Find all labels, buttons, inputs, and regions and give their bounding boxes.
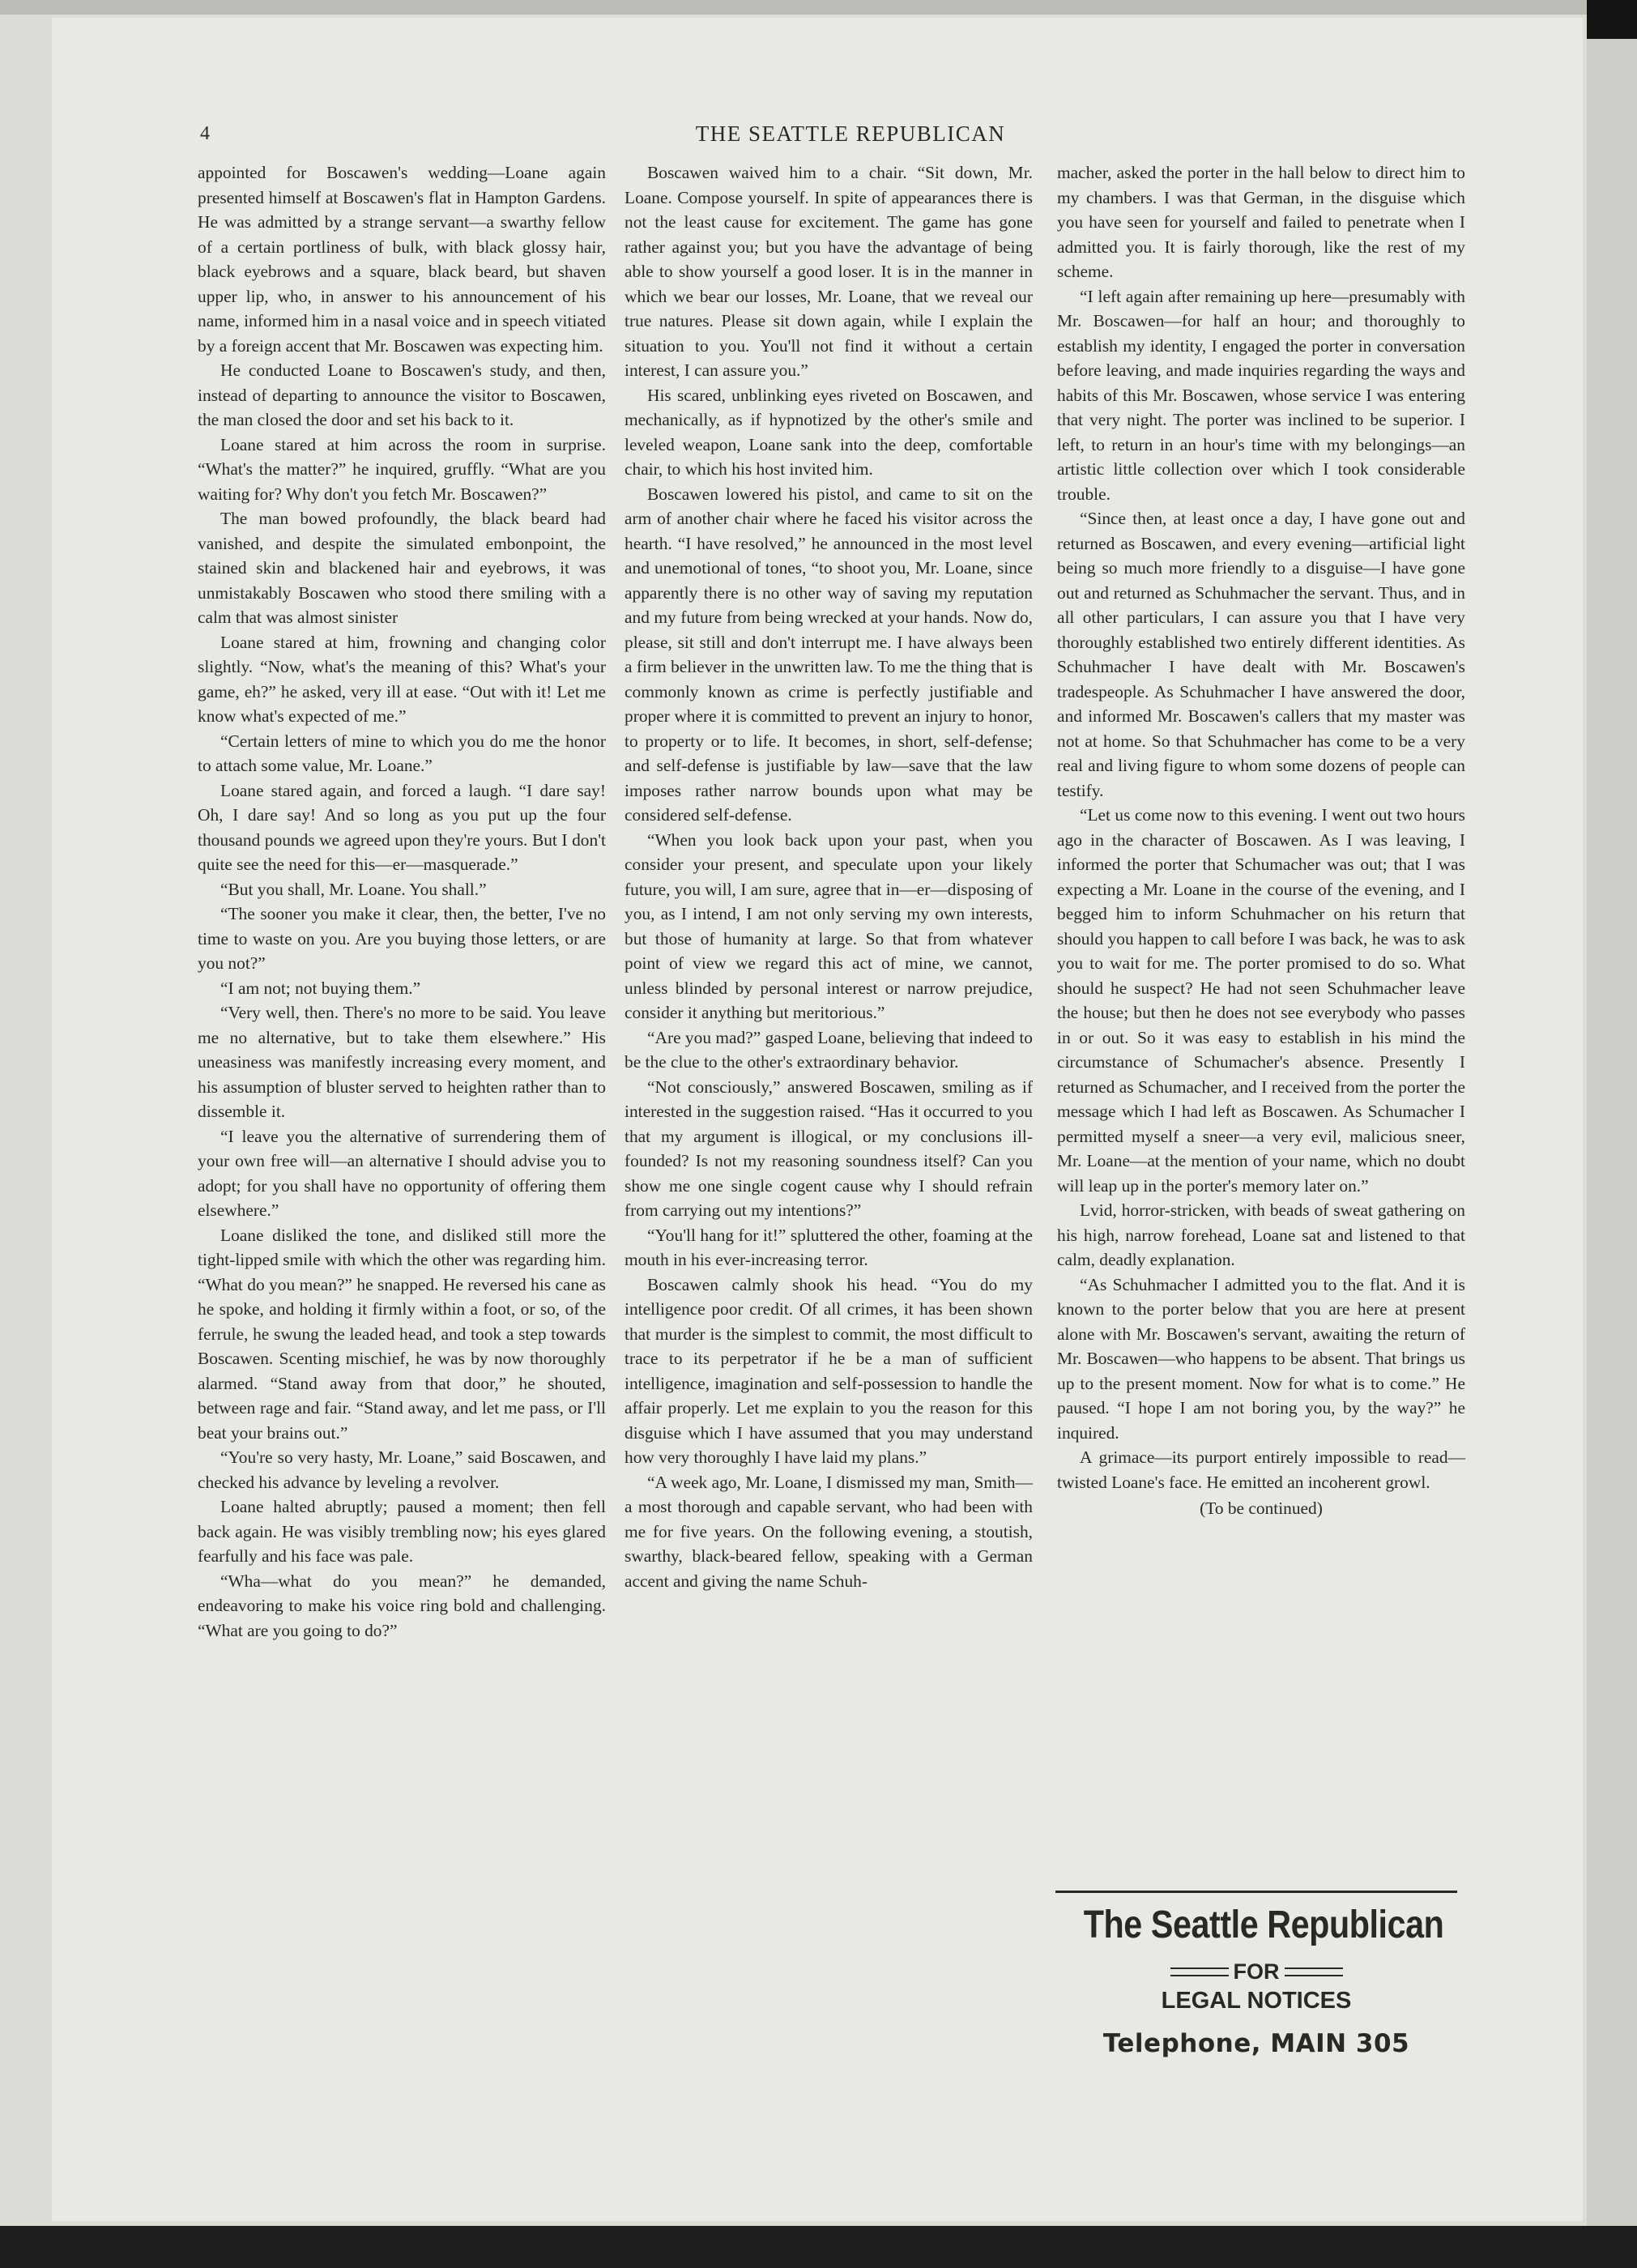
- paragraph: “I left again after remaining up here—presumably with Mr. Boscawen—for half an hour; and thoroughly to establish my identity, I engaged the porter in conversation before leaving, and made inquiries regarding the ways and habits of this Mr. Boscawen, whose service I was entering that very night. The porter was inclined to be superior. I left, to return in an hour's time with my belongings—an artistic little collection over which I took considerable trouble.: [1057, 286, 1465, 504]
- paragraph: “Since then, at least once a day, I have gone out and returned as Boscawen, and every evening—artificial light being so much more friendly to a disguise—I have gone out and returned as Schuhmacher the servant. Thus, and in all other particulars, I can assure you that I have very thoroughly established two entirely different identities. As Schuhmacher I have dealt with Mr. Boscawen's tradespeople. As Schuhmacher I have answered the door, and informed Mr. Boscawen's callers that my master was not at home. So that Schuhmacher has come to be a very real and living figure to whom some dozens of people can testify.: [1057, 509, 1465, 800]
- paragraph: “But you shall, Mr. Loane. You shall.”: [220, 879, 487, 899]
- paragraph: “The sooner you make it clear, then, the better, I've no time to waste on you. Are you buying those letters, or are you not?”: [198, 904, 606, 973]
- paragraph: Loane stared again, and forced a laugh. “I dare say! Oh, I dare say! And so long as you put up the four thousand pounds we agreed upon they're yours. But I don't quite see the need for this—er—masquerade.”: [198, 780, 606, 874]
- paragraph: Loane stared at him across the room in surprise. “What's the matter?” he inquired, gruffly. “What are you waiting for? Why don't you fetch Mr. Boscawen?”: [198, 434, 606, 504]
- paragraph: “Wha—what do you mean?” he demanded, endeavoring to make his voice ring bold and challenging. “What are you going to do?”: [198, 1571, 606, 1640]
- ad-title: The Seattle Republican: [1083, 1904, 1444, 1946]
- double-rule-left: [1170, 1967, 1229, 1976]
- masthead: THE SEATTLE REPUBLICAN: [695, 122, 1006, 146]
- legal-notices-advertisement: [1055, 1891, 1457, 2058]
- scan-edge-bottom: [0, 2226, 1637, 2268]
- paragraph: macher, asked the porter in the hall below to direct him to my chambers. I was that German, in the disguise which you have seen for yourself and failed to penetrate when I admitted you. It is fairly thorough, like the rest of my scheme.: [1057, 163, 1465, 281]
- paragraph: Loane disliked the tone, and disliked still more the tight-lipped smile with which the other was regarding him. “What do you mean?” he snapped. He reversed his cane as he spoke, and holding it firmly within a foot, or so, of the ferrule, he swung the leaded head, and took a step towards Boscawen. Scenting mischief, he was by now thoroughly alarmed. “Stand away from that door,” he shouted, between rage and fair. “Stand away, and let me pass, or I'll beat your brains out.”: [198, 1225, 606, 1443]
- ad-telephone: Telephone, MAIN 305: [1102, 2029, 1410, 2058]
- double-rule-right: [1285, 1967, 1343, 1976]
- paragraph: Boscawen waived him to a chair. “Sit down, Mr. Loane. Compose yourself. In spite of appearances there is not the least cause for excitement. The game has gone rather against you; but you have the advantage of being able to show yourself a good loser. It is in the manner in which we bear our losses, Mr. Loane, that we reveal our true natures. Please sit down again, while I explain the situation to you. You'll not find it without a certain interest, I can assure you.”: [625, 163, 1033, 380]
- paragraph: Lvid, horror-stricken, with beads of sweat gathering on his high, narrow forehead, Loane sat and listened to that calm, deadly explanation.: [1057, 1200, 1465, 1269]
- ad-for-label: FOR: [1233, 1959, 1280, 1984]
- ad-for-line: [1055, 1959, 1457, 1985]
- paragraph: “When you look back upon your past, when you consider your present, and speculate upon your likely future, you will, I am sure, agree that in—er—disposing of you, as I intend, I am not only serving my own interests, but those of humanity at large. So that from whatever point of view we regard this act of mine, we cannot, unless blinded by personal interest or narrow prejudice, consider it anything but meritorious.”: [625, 829, 1033, 1022]
- paragraph: “Not consciously,” answered Boscawen, smiling as if interested in the suggestion raised. “Has it occurred to you that my argument is illogical, or my conclusions ill-founded? Is not my reasoning soundness itself? Can you show me one single cogent cause why I should refrain from carrying out my intentions?”: [625, 1076, 1033, 1220]
- scan-edge-right: [1587, 0, 1637, 2268]
- paragraph: Boscawen lowered his pistol, and came to sit on the arm of another chair where he faced his visitor across the hearth. “I have resolved,” he announced in the most level and unemotional of tones, “to shoot you, Mr. Loane, since apparently there is no other way of saving my reputation and my future from being wrecked at your hands. Now do, please, sit still and don't interrupt me. I have always been a firm believer in the unwritten law. To me the thing that is commonly known as crime is perfectly justifiable and proper where it is committed to prevent an injury to honor, to property or to life. It becomes, in short, self-defense; and self-defense is justifiable by law—save that the law imposes rather narrow bounds upon what may be considered self-defense.: [625, 484, 1033, 825]
- to-be-continued-note: (To be continued): [1200, 1498, 1323, 1518]
- paragraph: Boscawen calmly shook his head. “You do my intelligence poor credit. Of all crimes, it has been shown that murder is the simplest to commit, the most difficult to trace to its perpetrator if he be a man of sufficient intelligence, imagination and self-possession to handle the affair properly. Let me explain to you the reason for this disguise which I have assumed that you may understand how very thoroughly I have laid my plans.”: [625, 1274, 1033, 1467]
- story-column-1: [198, 160, 606, 1643]
- story-column-3: [1057, 160, 1465, 1521]
- story-column-2: [625, 160, 1033, 1593]
- paragraph: “Certain letters of mine to which you do me the honor to attach some value, Mr. Loane.”: [198, 731, 606, 775]
- scan-edge-top: [0, 0, 1637, 15]
- paragraph: “You'll hang for it!” spluttered the other, foaming at the mouth in his ever-increasing terror.: [625, 1225, 1033, 1269]
- paragraph: His scared, unblinking eyes riveted on Boscawen, and mechanically, as if hypnotized by the other's smile and leveled weapon, Loane sank into the deep, comfortable chair, to which his host invited him.: [625, 385, 1033, 479]
- paragraph: “Very well, then. There's no more to be said. You leave me no alternative, but to take them elsewhere.” His uneasiness was manifestly increasing every moment, and his assumption of bluster served to heighten rather than to dissemble it.: [198, 1003, 606, 1121]
- paragraph: “As Schuhmacher I admitted you to the flat. And it is known to the porter below that you are here at present alone with Mr. Boscawen's servant, awaiting the return of Mr. Boscawen—who happens to be absent. That brings us up to the present moment. Now for what is to come.” He paused. “I hope I am not boring you, by the way?” he inquired.: [1057, 1274, 1465, 1443]
- paragraph: “I leave you the alternative of surrendering them of your own free will—an alternative I should advise you to adopt; for you shall have no opportunity of offering them elsewhere.”: [198, 1126, 606, 1220]
- ad-legal-notices: LEGAL NOTICES: [1161, 1988, 1352, 2014]
- paragraph: “You're so very hasty, Mr. Loane,” said Boscawen, and checked his advance by leveling a revolver.: [198, 1447, 606, 1492]
- paragraph: “Are you mad?” gasped Loane, believing that indeed to be the clue to the other's extraordinary behavior.: [625, 1027, 1033, 1072]
- paragraph: appointed for Boscawen's wedding—Loane again presented himself at Boscawen's flat in Hampton Gardens. He was admitted by a strange servant—a swarthy fellow of a certain portliness of bulk, with black glossy hair, black eyebrows and a square, black beard, but shaven upper lip, who, in answer to his announcement of his name, informed him in a nasal voice and in speech vitiated by a foreign accent that Mr. Boscawen was expecting him.: [198, 163, 606, 356]
- paragraph: He conducted Loane to Boscawen's study, and then, instead of departing to announce the visitor to Boscawen, the man closed the door and set his back to it.: [198, 360, 606, 429]
- paragraph: The man bowed profoundly, the black beard had vanished, and despite the simulated embonpoint, the stained skin and blackened hair and eyebrows, it was unmistakably Boscawen who stood there smiling with a calm that was almost sinister: [198, 509, 606, 627]
- paragraph: A grimace—its purport entirely impossible to read—twisted Loane's face. He emitted an incoherent growl.: [1057, 1447, 1465, 1492]
- paragraph: Loane stared at him, frowning and changing color slightly. “Now, what's the meaning of this? What's your game, eh?” he asked, very ill at ease. “Out with it! Let me know what's expected of me.”: [198, 632, 606, 726]
- paragraph: Loane halted abruptly; paused a moment; then fell back again. He was visibly trembling now; his eyes glared fearfully and his face was pale.: [198, 1497, 606, 1566]
- paragraph: “A week ago, Mr. Loane, I dismissed my man, Smith—a most thorough and capable servant, who had been with me for five years. On the following evening, a stoutish, swarthy, black-beared fellow, speaking with a German accent and giving the name Schuh-: [625, 1472, 1033, 1591]
- page-number: 4: [200, 123, 210, 144]
- paragraph: “I am not; not buying them.”: [220, 978, 421, 998]
- scan-edge-corner: [1587, 0, 1637, 39]
- paragraph: “Let us come now to this evening. I went out two hours ago in the character of Boscawen. As I was leaving, I informed the porter that Schumacher was out; that I was expecting a Mr. Loane in the course of the evening, and I begged him to inform Schuhmacher on his return that should you happen to call before I was back, he was to ask you to wait for me. The porter promised to do so. What should he suspect? He had not seen Schuhmacher leave the house; but then he does not see everybody who passes in or out. So it was easy to establish in his mind the circumstance of Schumacher's absence. Presently I returned as Schumacher, and I received from the porter the message which I had left as Boscawen. As Schumacher I permitted myself a sneer—a very evil, malicious sneer, Mr. Loane—at the mention of your name, which no doubt will leap up in the porter's memory later on.”: [1057, 805, 1465, 1196]
